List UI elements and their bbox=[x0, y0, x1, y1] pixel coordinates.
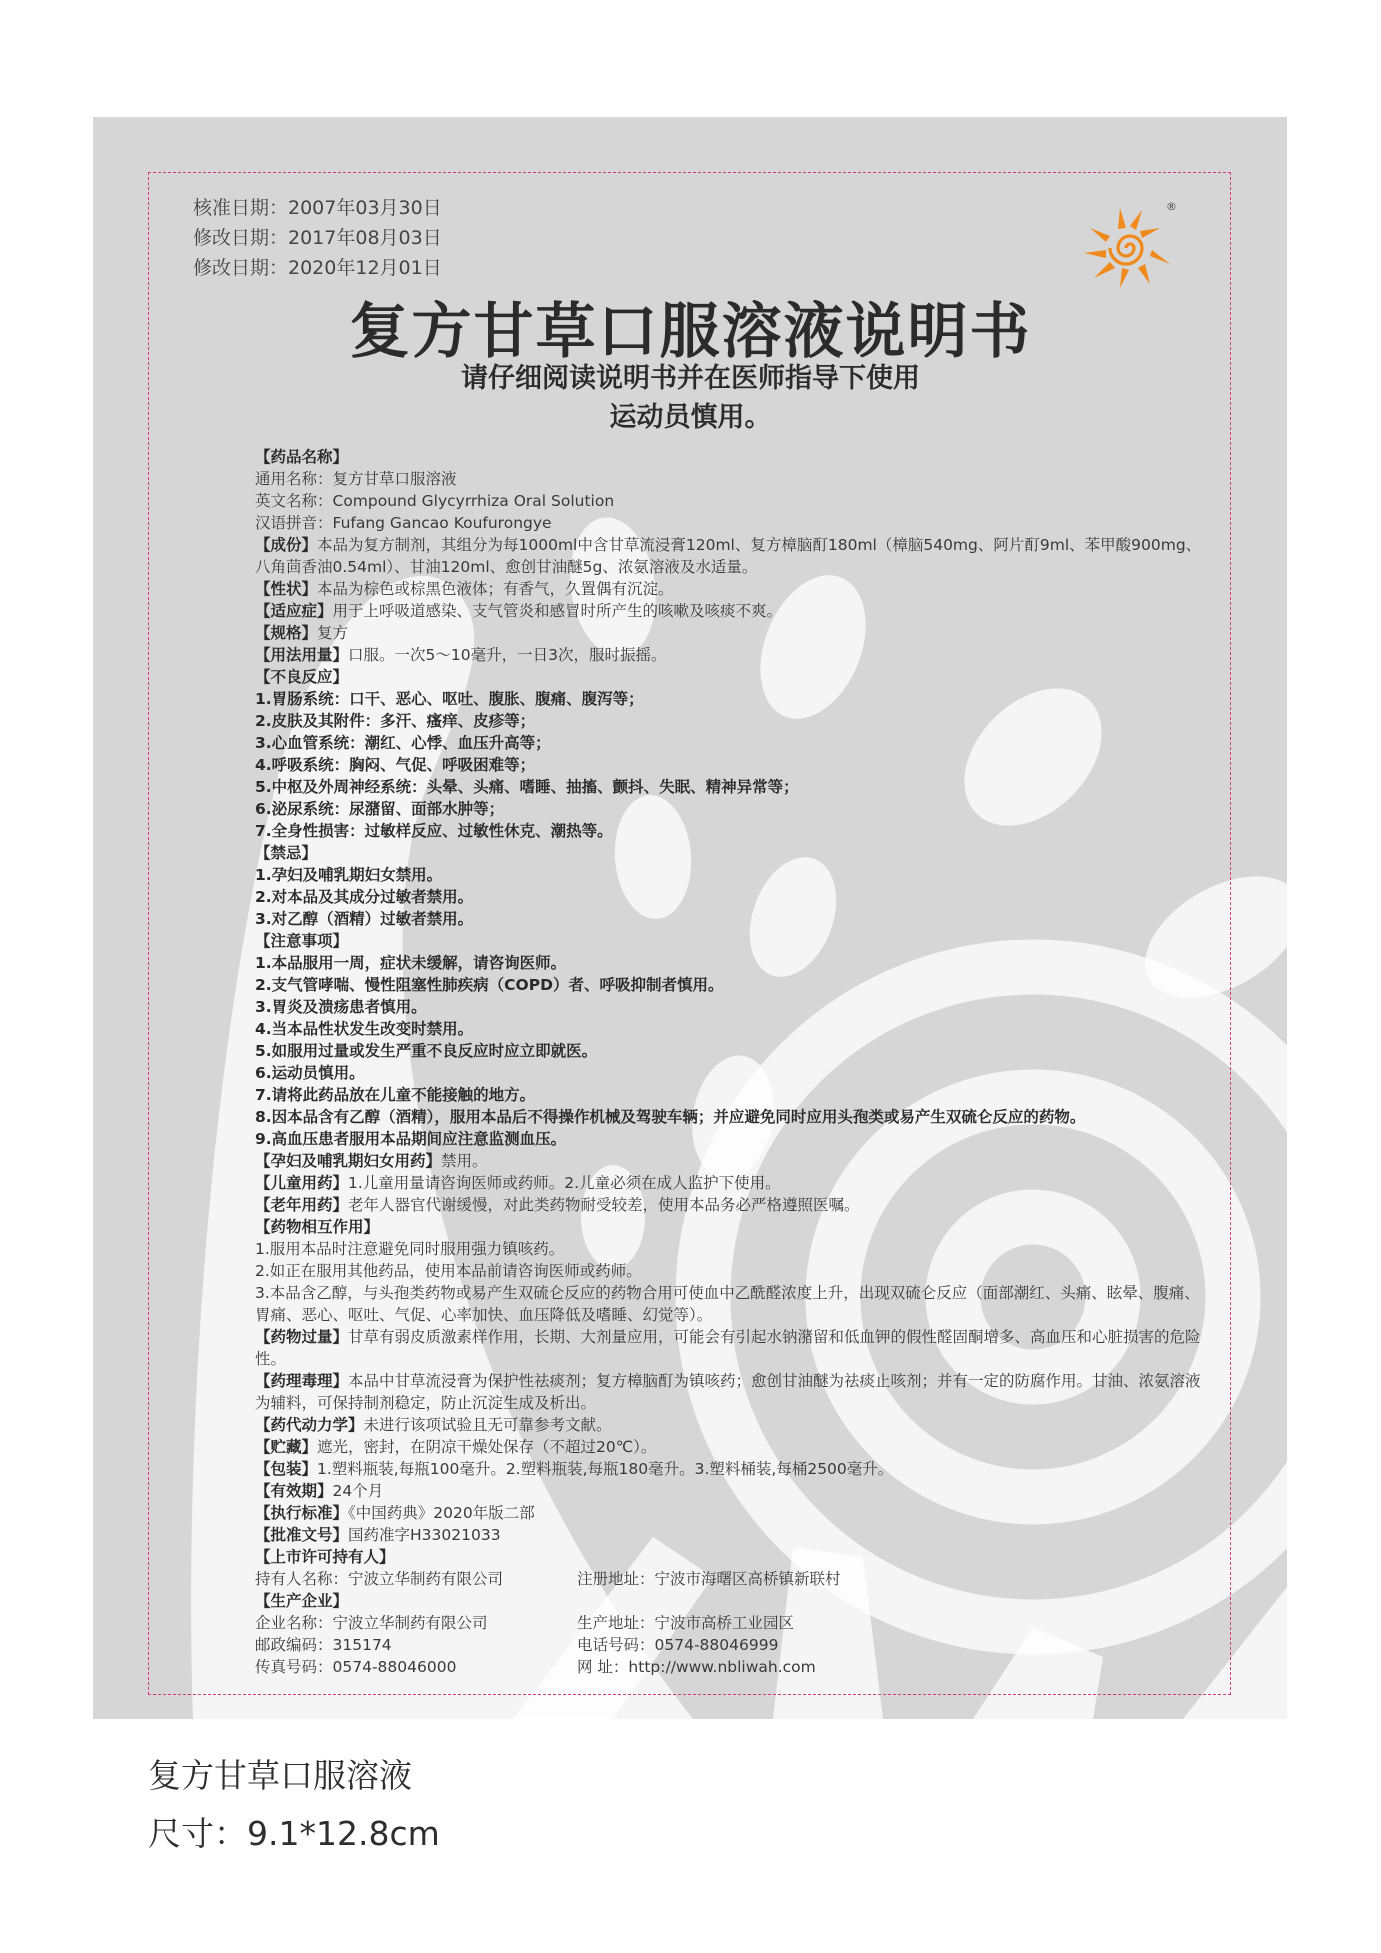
section-spec bbox=[255, 622, 1215, 644]
section-head-properties: 【性状】 bbox=[255, 580, 318, 598]
adverse-item: 7.全身性损害：过敏样反应、过敏性休克、潮热等。 bbox=[255, 822, 613, 840]
section-standard bbox=[255, 1502, 1215, 1524]
caution-item: 7.请将此药品放在儿童不能接触的地方。 bbox=[255, 1086, 536, 1104]
section-head-adverse: 【不良反应】 bbox=[255, 668, 349, 686]
caution-item: 2.支气管哮喘、慢性阻塞性肺疾病（COPD）者、呼吸抑制者慎用。 bbox=[255, 976, 724, 994]
section-head-name: 【药品名称】 bbox=[255, 448, 349, 466]
subtitle-athlete-warning: 运动员慎用。 bbox=[609, 402, 772, 433]
section-usage bbox=[255, 644, 1215, 666]
date-approved: 核准日期：2007年03月30日 bbox=[193, 197, 442, 219]
pharmacology-text: 本品中甘草流浸膏为保护性祛痰剂；复方樟脑酊为镇咳药；愈创甘油醚为祛痰止咳剂；并有一定的防腐作用。甘油、浓氨溶液为辅料，可保持制剂稳定，防止沉淀生成及析出。 bbox=[255, 1372, 1201, 1412]
elderly-text: 老年人器官代谢缓慢，对此类药物耐受较差，使用本品务必严格遵照医嘱。 bbox=[348, 1196, 860, 1214]
section-head-caution: 【注意事项】 bbox=[255, 932, 349, 950]
subtitle-instruction: 请仔细阅读说明书并在医师指导下使用 bbox=[461, 363, 920, 394]
adverse-item: 2.皮肤及其附件：多汗、瘙痒、皮疹等； bbox=[255, 712, 536, 730]
footer-product-name: 复方甘草口服溶液 bbox=[148, 1756, 412, 1795]
manufacturer-phone: 电话号码：0574-88046999 bbox=[577, 1636, 779, 1654]
name-english: 英文名称：Compound Glycyrrhiza Oral Solution bbox=[255, 492, 615, 510]
usage-text: 口服。一次5～10毫升，一日3次，服时振摇。 bbox=[348, 646, 667, 664]
composition-text: 本品为复方制剂，其组分为每1000ml中含甘草流浸膏120ml、复方樟脑酊180ml（樟脑540mg、阿片酊9ml、苯甲酸900mg、八角茴香油0.54ml）、甘油120ml、愈创甘油醚5g、浓氨溶液及水适量。 bbox=[255, 536, 1202, 576]
pregnancy-text: 禁用。 bbox=[441, 1152, 488, 1170]
section-properties bbox=[255, 578, 1215, 600]
section-head-pharmacology: 【药理毒理】 bbox=[255, 1372, 349, 1390]
spec-text: 复方 bbox=[317, 624, 349, 642]
contra-item: 1.孕妇及哺乳期妇女禁用。 bbox=[255, 866, 443, 884]
caution-item: 4.当本品性状发生改变时禁用。 bbox=[255, 1020, 474, 1038]
adverse-item: 5.中枢及外周神经系统：头晕、头痛、嗜睡、抽搐、颤抖、失眠、精神异常等； bbox=[255, 778, 799, 796]
adverse-item: 1.胃肠系统：口干、恶心、呕吐、腹胀、腹痛、腹泻等； bbox=[255, 690, 644, 708]
holder-address: 注册地址：宁波市海曙区高桥镇新联村 bbox=[577, 1570, 841, 1588]
storage-text: 遮光，密封，在阴凉干燥处保存（不超过20℃）。 bbox=[317, 1438, 657, 1456]
section-children bbox=[255, 1172, 1215, 1194]
caution-item: 5.如服用过量或发生严重不良反应时应立即就医。 bbox=[255, 1042, 598, 1060]
section-head-validity: 【有效期】 bbox=[255, 1482, 333, 1500]
package-text: 1.塑料瓶装,每瓶100毫升。2.塑料瓶装,每瓶180毫升。3.塑料桶装,每桶2500毫升。 bbox=[317, 1460, 894, 1478]
approval-dates bbox=[193, 193, 442, 283]
section-pregnancy bbox=[255, 1150, 1215, 1172]
section-approval bbox=[255, 1524, 1215, 1546]
manufacturer-row bbox=[255, 1612, 1215, 1634]
registered-mark: ® bbox=[1166, 200, 1177, 213]
interaction-item: 2.如正在服用其他药品，使用本品前请咨询医师或药师。 bbox=[255, 1262, 642, 1280]
validity-text: 24个月 bbox=[332, 1482, 384, 1500]
leaflet-body bbox=[255, 446, 1215, 1678]
section-package bbox=[255, 1458, 1215, 1480]
caution-item: 1.本品服用一周，症状未缓解，请咨询医师。 bbox=[255, 954, 567, 972]
section-head-standard: 【执行标准】 bbox=[255, 1504, 349, 1522]
section-validity bbox=[255, 1480, 1215, 1502]
manufacturer-website: 网 址：http://www.nbliwah.com bbox=[577, 1658, 816, 1676]
sun-spiral-logo-icon bbox=[1080, 198, 1180, 292]
overdose-text: 甘草有弱皮质激素样作用，长期、大剂量应用，可能会有引起水钠潴留和低血钾的假性醛固酮增多、高血压和心脏损害的危险性。 bbox=[255, 1328, 1201, 1368]
standard-text: 《中国药典》2020年版二部 bbox=[348, 1504, 535, 1522]
caution-item: 9.高血压患者服用本品期间应注意监测血压。 bbox=[255, 1130, 567, 1148]
section-indication bbox=[255, 600, 1215, 622]
section-pharmacokinetics bbox=[255, 1414, 1215, 1436]
adverse-item: 6.泌尿系统：尿潴留、面部水肿等； bbox=[255, 800, 505, 818]
properties-text: 本品为棕色或棕黑色液体；有香气，久置偶有沉淀。 bbox=[317, 580, 674, 598]
children-text: 1.儿童用量请咨询医师或药师。2.儿童必须在成人监护下使用。 bbox=[348, 1174, 781, 1192]
caution-item: 3.胃炎及溃疡患者慎用。 bbox=[255, 998, 427, 1016]
section-head-approval: 【批准文号】 bbox=[255, 1526, 349, 1544]
section-head-spec: 【规格】 bbox=[255, 624, 318, 642]
date-revised-1: 修改日期：2017年08月03日 bbox=[193, 227, 442, 249]
adverse-item: 3.心血管系统：潮红、心悸、血压升高等； bbox=[255, 734, 551, 752]
adverse-item: 4.呼吸系统：胸闷、气促、呼吸困难等； bbox=[255, 756, 536, 774]
interaction-item: 3.本品含乙醇，与头孢类药物或易产生双硫仑反应的药物合用可使血中乙酰醛浓度上升，出现双硫仑反应（面部潮红、头痛、眩晕、腹痛、胃痛、恶心、呕吐、气促、心率加快、血压降低及嗜睡、幻觉等）。 bbox=[255, 1284, 1200, 1324]
contra-item: 2.对本品及其成分过敏者禁用。 bbox=[255, 888, 474, 906]
section-head-manufacturer: 【生产企业】 bbox=[255, 1592, 349, 1610]
approval-text: 国药准字H33021033 bbox=[348, 1526, 501, 1544]
indication-text: 用于上呼吸道感染、支气管炎和感冒时所产生的咳嗽及咳痰不爽。 bbox=[332, 602, 783, 620]
section-head-pharmacokinetics: 【药代动力学】 bbox=[255, 1416, 364, 1434]
caution-item: 6.运动员慎用。 bbox=[255, 1064, 365, 1082]
section-head-elderly: 【老年用药】 bbox=[255, 1196, 349, 1214]
section-head-composition: 【成份】 bbox=[255, 536, 318, 554]
section-pharmacology bbox=[255, 1370, 1215, 1414]
section-composition bbox=[255, 534, 1215, 578]
section-head-storage: 【贮藏】 bbox=[255, 1438, 318, 1456]
pharmacokinetics-text: 未进行该项试验且无可靠参考文献。 bbox=[363, 1416, 612, 1434]
manufacturer-fax: 传真号码：0574-88046000 bbox=[255, 1658, 457, 1676]
manufacturer-postcode: 邮政编码：315174 bbox=[255, 1636, 392, 1654]
section-head-usage: 【用法用量】 bbox=[255, 646, 349, 664]
contra-item: 3.对乙醇（酒精）过敏者禁用。 bbox=[255, 910, 474, 928]
name-pinyin: 汉语拼音：Fufang Gancao Koufurongye bbox=[255, 514, 552, 532]
name-generic: 通用名称：复方甘草口服溶液 bbox=[255, 470, 457, 488]
manufacturer-address: 生产地址：宁波市高桥工业园区 bbox=[577, 1614, 795, 1632]
section-head-contraindication: 【禁忌】 bbox=[255, 844, 318, 862]
interaction-item: 1.服用本品时注意避免同时服用强力镇咳药。 bbox=[255, 1240, 565, 1258]
section-storage bbox=[255, 1436, 1215, 1458]
footer-size: 尺寸：9.1*12.8cm bbox=[148, 1814, 440, 1853]
section-head-overdose: 【药物过量】 bbox=[255, 1328, 349, 1346]
holder-row bbox=[255, 1568, 1215, 1590]
page-title: 复方甘草口服溶液说明书 bbox=[349, 297, 1032, 367]
caution-item: 8.因本品含有乙醇（酒精），服用本品后不得操作机械及驾驶车辆；并应避免同时应用头孢类或易产生双硫仑反应的药物。 bbox=[255, 1108, 1086, 1126]
section-head-interaction: 【药物相互作用】 bbox=[255, 1218, 380, 1236]
section-elderly bbox=[255, 1194, 1215, 1216]
section-head-children: 【儿童用药】 bbox=[255, 1174, 349, 1192]
section-head-package: 【包装】 bbox=[255, 1460, 318, 1478]
date-revised-2: 修改日期：2020年12月01日 bbox=[193, 257, 442, 279]
section-head-pregnancy: 【孕妇及哺乳期妇女用药】 bbox=[255, 1152, 442, 1170]
manufacturer-row bbox=[255, 1656, 1215, 1678]
section-head-indication: 【适应症】 bbox=[255, 602, 333, 620]
section-overdose bbox=[255, 1326, 1215, 1370]
manufacturer-name: 企业名称：宁波立华制药有限公司 bbox=[255, 1614, 488, 1632]
section-head-holder: 【上市许可持有人】 bbox=[255, 1548, 395, 1566]
manufacturer-row bbox=[255, 1634, 1215, 1656]
holder-name: 持有人名称：宁波立华制药有限公司 bbox=[255, 1570, 504, 1588]
